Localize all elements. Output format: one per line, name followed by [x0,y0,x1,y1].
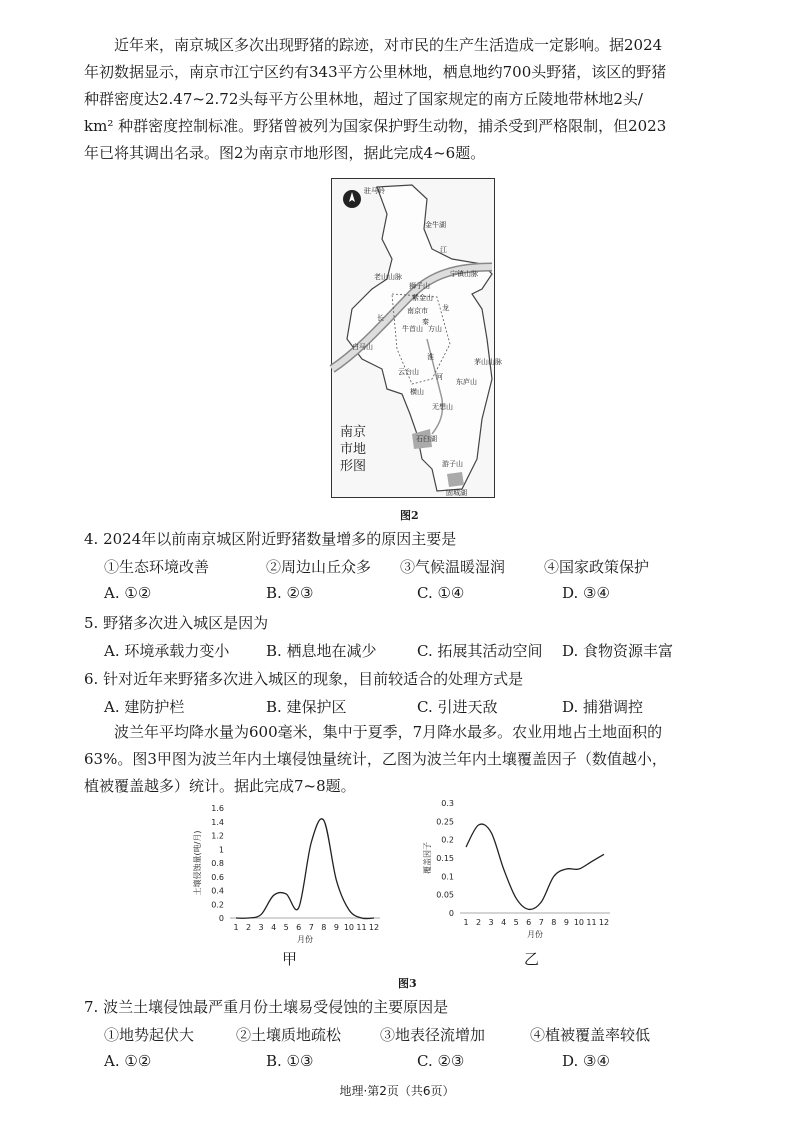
label-shizishan: 狮子山 [409,282,430,290]
label-maoshan: 茅山山脉 [474,358,502,366]
q4-option: B. ②③ [266,584,314,602]
label-wuxiangshan: 无想山 [432,403,453,411]
x-tick-label: 12 [598,918,610,927]
q6-stem: 6. 针对近年来野猪多次进入城区的现象，目前较适合的处理方式是 [84,670,524,688]
x-tick-label: 7 [538,918,544,927]
x-tick-label: 9 [333,923,339,932]
x-tick-label: 12 [368,923,380,932]
x-tick-label: 3 [488,918,494,927]
y-tick-label: 1.6 [211,804,224,813]
x-tick-label: 6 [526,918,532,927]
y-axis-label: 土壤侵蚀量(吨/月) [193,830,202,896]
q4-option: C. ①④ [417,584,465,602]
y-tick-label: 0.4 [211,886,224,896]
x-tick-label: 8 [551,918,557,927]
y-tick-label: 0.05 [436,890,454,900]
q7-item: ②土壤质地疏松 [236,1026,342,1044]
label-chang: 长 [377,314,384,322]
x-tick-label: 10 [343,923,355,932]
nanjing-terrain-map [331,178,502,498]
q7-option: A. ①② [104,1052,152,1070]
intro1-line: km² 种群密度控制标准。野猪曾被列为国家保护野生动物，捕杀受到严格限制，但2023 [84,117,667,135]
q7-item: ①地势起伏大 [104,1026,195,1044]
x-tick-label: 7 [308,923,314,932]
x-tick-label: 4 [271,923,277,932]
label-hengshan: 横山 [410,388,424,396]
y-tick-label: 0.6 [211,872,224,882]
label-long: 龙 [442,304,449,312]
intro2-line: 植被覆盖越多）统计。据此完成7~8题。 [84,777,356,795]
q4-item: ②周边山丘众多 [266,558,372,576]
intro1-line: 年已将其调出名录。图2为南京市地形图，据此完成4~6题。 [84,144,486,162]
x-axis-label: 月份 [527,930,543,939]
q6-option: D. 捕猎调控 [562,698,644,716]
label-laoshan: 老山山脉 [374,273,402,281]
label-nanjing: 南京市 [407,307,428,315]
q7-option: D. ③④ [562,1052,610,1070]
label-ningzhen: 宁镇山脉 [450,270,478,278]
y-tick-label: 0.2 [441,835,454,845]
label-qin: 秦 [422,318,429,326]
q4-item: ④国家政策保护 [544,558,650,576]
x-axis-label: 月份 [297,935,313,944]
q5-option: C. 拓展其活动空间 [417,642,543,660]
label-fangshan: 方山 [428,325,442,333]
figure-2-caption: 图2 [400,509,419,522]
label-he: 河 [436,373,443,381]
chart-jia-label: 甲 [282,950,298,968]
q7-option: C. ②③ [417,1052,465,1070]
x-tick-label: 8 [321,923,327,932]
series-line [236,819,374,919]
q7-item: ④植被覆盖率较低 [530,1026,651,1044]
label-niushoushan: 牛首山 [402,325,423,333]
x-tick-label: 9 [563,918,569,927]
label-huai: 淮 [427,353,434,361]
intro2-line: 波兰年平均降水量为600毫米，集中于夏季，7月降水最多。农业用地占土地面积的 [114,723,663,741]
x-tick-label: 1 [233,923,239,932]
intro2-line: 63%。图3甲图为波兰年内土壤侵蚀量统计，乙图为波兰年内土壤覆盖因子（数值越小， [84,750,667,768]
label-dongrushan: 东庐山 [456,378,477,386]
label-shijiuhu: 石臼湖 [416,435,437,443]
q5-option: A. 环境承载力变小 [104,642,230,660]
q5-option: B. 栖息地在减少 [266,642,377,660]
y-tick-label: 0.8 [211,859,224,868]
x-tick-label: 5 [513,918,519,927]
y-tick-label: 1.4 [211,817,224,827]
q4-stem: 4. 2024年以前南京城区附近野猪数量增多的原因主要是 [84,530,457,548]
chart-yi-label: 乙 [524,950,540,968]
x-tick-label: 3 [258,923,264,932]
intro1-line: 种群密度达2.47~2.72头每平方公里林地，超过了国家规定的南方丘陵地带林地2头/ [84,90,643,108]
x-tick-label: 11 [586,918,597,927]
q5-stem: 5. 野猪多次进入城区是因为 [84,614,269,632]
q5-option: D. 食物资源丰富 [562,642,674,660]
figure-3-caption: 图3 [398,977,417,990]
intro1-line: 近年来，南京城区多次出现野猪的踪迹，对市民的生产生活造成一定影响。据2024 [114,36,663,54]
label-zijinshan: 紫金山 [412,294,433,302]
y-tick-label: 0.2 [211,900,224,910]
cover-factor-chart-yi [420,795,620,965]
intro1-line: 年初数据显示，南京市江宁区约有343平方公里林地，栖息地约700头野猪，该区的野猪 [84,63,667,81]
q6-option: B. 建保护区 [266,698,347,716]
y-tick-label: 0.15 [436,854,454,863]
q6-option: A. 建防护栏 [104,698,185,716]
page-footer: 地理·第2页（共6页） [339,1084,455,1098]
y-tick-label: 0 [448,909,454,918]
q4-option: A. ①② [104,584,152,602]
q4-item: ①生态环境改善 [104,558,210,576]
x-tick-label: 2 [245,923,252,932]
label-jinniuhu: 金牛湖 [425,221,446,229]
y-tick-label: 0.25 [436,817,454,827]
x-tick-label: 2 [475,918,482,927]
q7-stem: 7. 波兰土壤侵蚀最严重月份土壤易受侵蚀的主要原因是 [84,998,449,1016]
x-tick-label: 1 [463,918,469,927]
label-guchenghu: 固城湖 [446,489,467,497]
y-tick-label: 0.3 [441,799,454,808]
y-axis-label: 覆盖因子 [423,842,432,874]
map-legend-title: 南京市地形图 [339,425,366,474]
q7-item: ③地表径流增加 [380,1026,486,1044]
gucheng-lake [447,472,464,487]
label-youzishan: 游子山 [442,460,463,468]
label-baimashan: 白马山 [352,343,373,351]
x-tick-label: 4 [501,918,507,927]
y-tick-label: 1 [218,845,224,855]
label-yuntaishan: 云台山 [398,368,419,376]
x-tick-label: 10 [573,918,585,927]
x-tick-label: 6 [296,923,302,932]
label-jiang: 江 [440,246,447,254]
y-tick-label: 1.2 [211,831,224,841]
y-tick-label: 0.1 [441,872,454,882]
q6-option: C. 引进天敌 [417,698,498,716]
q7-option: B. ①③ [266,1052,314,1070]
erosion-chart-jia [190,800,390,970]
x-tick-label: 5 [283,923,289,932]
q4-option: D. ③④ [562,584,610,602]
y-tick-label: 0 [218,914,224,923]
q4-item: ③气候温暖湿润 [400,558,506,576]
x-tick-label: 11 [356,923,367,932]
series-line [466,824,604,909]
label-zhumaling: 驻马岭 [364,187,385,195]
